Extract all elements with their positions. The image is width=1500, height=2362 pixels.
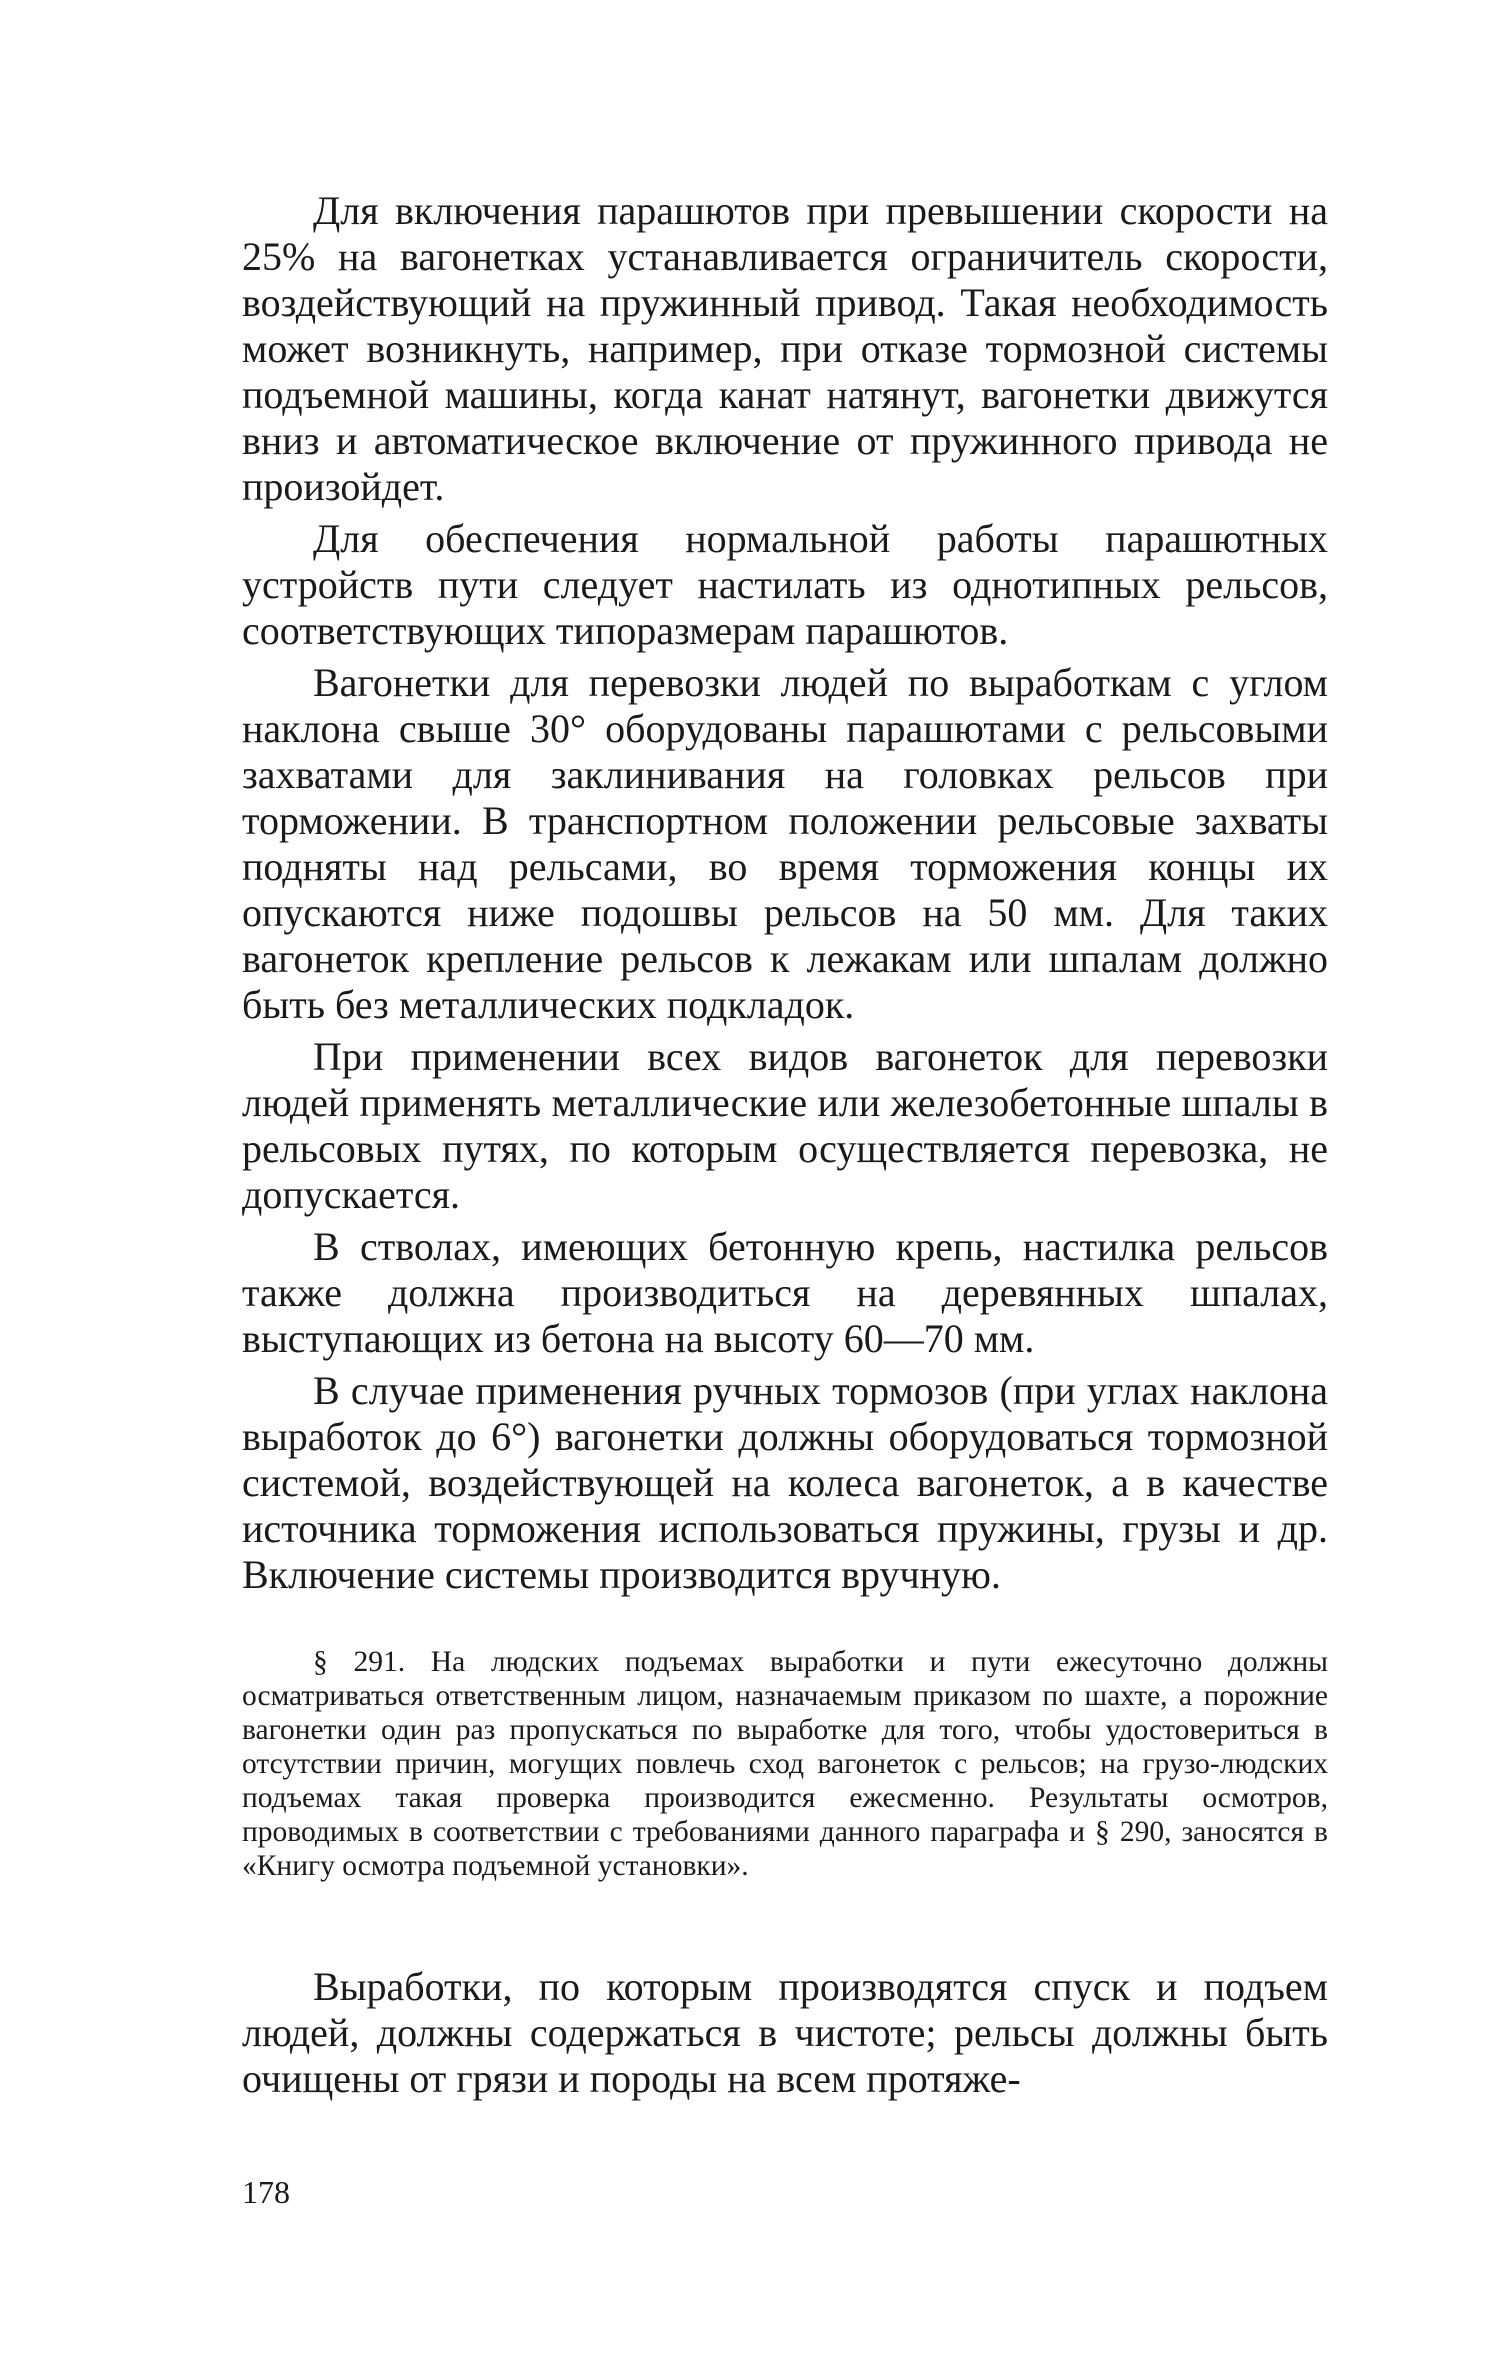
paragraph-manual-brakes: В случае применения ручных тормозов (при углах наклона выработок до 6°) вагонетки должны оборудоваться тормозной системой, воздействующей на колеса вагонеток, а в качестве источника торможения использоваться пружины, грузы и др. Включение системы производится вручную. [242, 1368, 1328, 1597]
page-number: 178 [242, 2174, 290, 2210]
section-291-note: § 291. На людских подъемах выработки и пути ежесуточно должны осматриваться ответственным лицом, назначаемым приказом по шахте, а порожние вагонетки один раз пропускаться по выработке для того, чтобы удостовериться в отсутствии причин, могущих повлечь сход вагонеток с рельсов; на грузо-людских подъемах такая проверка производится ежесменно. Результаты осмотров, проводимых в соответствии с требованиями данного параграфа и § 290, заносятся в «Книгу осмотра подъемной установки». [242, 1646, 1328, 1882]
paragraph-concrete-shafts: В стволах, имеющих бетонную крепь, настилка рельсов также должна производиться на деревянных шпалах, выступающих из бетона на высоту 60—70 мм. [242, 1224, 1328, 1361]
paragraph-parachute-speed-limiter: Для включения парашютов при превышении скорости на 25% на вагонетках устанавливается ограничитель скорости, воздействующий на пружинный привод. Такая необходимость может возникнуть, например, при отказе тормозной системы подъемной машины, когда канат натянут, вагонетки движутся вниз и автоматическое включение от пружинного привода не произойдет. [242, 188, 1328, 509]
paragraph-sleepers-prohibition: При применении всех видов вагонеток для перевозки людей применять металлические или железобетонные шпалы в рельсовых путях, по которым осуществляется перевозка, не допускается. [242, 1034, 1328, 1217]
main-text-block [242, 188, 1328, 1598]
paragraph-rail-laying: Для обеспечения нормальной работы парашютных устройств пути следует настилать из однотипных рельсов, соответствующих типоразмерам парашютов. [242, 516, 1328, 653]
paragraph-rail-grips: Вагонетки для перевозки людей по выработкам с углом наклона свыше 30° оборудованы парашютами с рельсовыми захватами для заклинивания на головках рельсов при торможении. В транспортном положении рельсовые захваты подняты над рельсами, во время торможения концы их опускаются ниже подошвы рельсов на 50 мм. Для таких вагонеток крепление рельсов к лежакам или шпалам должно быть без металлических подкладок. [242, 660, 1328, 1027]
paragraph-workings-cleanliness: Выработки, по которым производятся спуск и подъем людей, должны содержаться в чистоте; рельсы должны быть очищены от грязи и породы на всем протяже- [242, 1964, 1328, 2101]
